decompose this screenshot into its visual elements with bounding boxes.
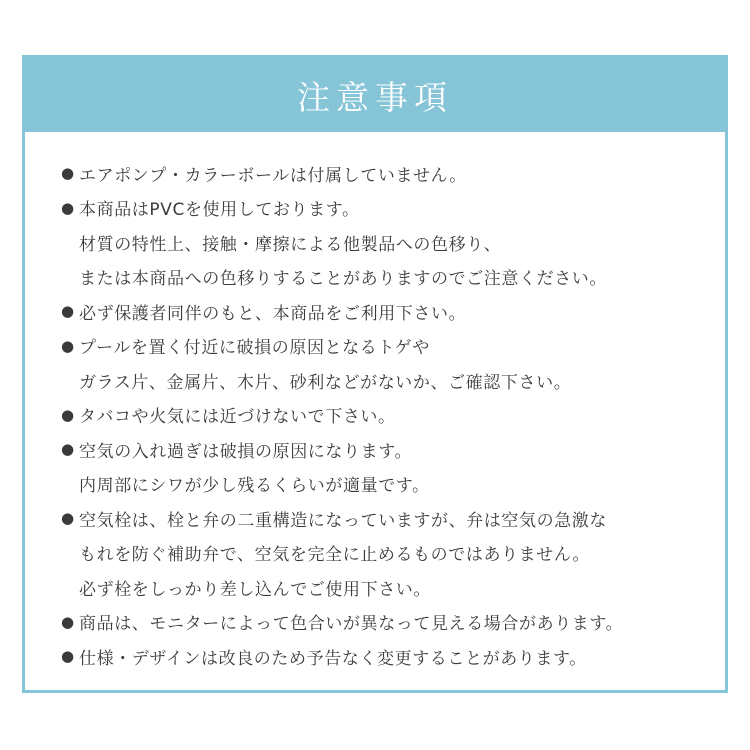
bullet-icon: ● — [61, 164, 75, 183]
notice-line-first — [61, 329, 711, 364]
notice-header — [25, 58, 725, 132]
notice-text: 必ず保護者同伴のもと、本商品をご利用下さい。 — [79, 303, 467, 324]
notice-title: 注意事項 — [297, 77, 453, 117]
notice-text: エアポンプ・カラーボールは付属していません。 — [79, 165, 467, 186]
notice-text: 商品は、モニターによって色合いが異なって見える場合があります。 — [79, 614, 624, 635]
notice-text: ガラス片、金属片、木片、砂利などがないか、ご確認下さい。 — [79, 372, 572, 393]
list-item — [61, 191, 711, 295]
list-item — [61, 639, 711, 674]
bullet-icon: ● — [61, 647, 75, 666]
list-item — [61, 398, 711, 433]
notice-line-continued — [61, 570, 711, 605]
notice-text: 材質の特性上、接触・摩擦による他製品への色移り、 — [79, 234, 502, 255]
bullet-icon: ● — [61, 302, 75, 321]
notice-text: 本商品はPVCを使用しております。 — [79, 200, 360, 221]
bullet-icon: ● — [61, 336, 75, 355]
list-item — [61, 501, 711, 605]
list-item — [61, 294, 711, 329]
bullet-icon: ● — [61, 440, 75, 459]
notice-line-continued — [61, 225, 711, 260]
bullet-icon: ● — [61, 405, 75, 424]
notice-text: 必ず栓をしっかり差し込んでご使用下さい。 — [79, 579, 431, 600]
notice-list — [61, 156, 711, 674]
notice-text: 仕様・デザインは改良のため予告なく変更することがあります。 — [79, 648, 587, 669]
notice-text: もれを防ぐ補助弁で、空気を完全に止めるものではありません。 — [79, 545, 591, 566]
bullet-icon: ● — [61, 612, 75, 631]
list-item — [61, 156, 711, 191]
notice-line-continued — [61, 363, 711, 398]
notice-box — [22, 55, 728, 693]
notice-line-first — [61, 156, 711, 191]
notice-text: プールを置く付近に破損の原因となるトゲや — [79, 338, 430, 359]
notice-line-continued — [61, 536, 711, 571]
notice-text: 内周部にシワが少し残るくらいが適量です。 — [79, 476, 430, 497]
notice-text: タバコや火気には近づけないで下さい。 — [79, 407, 396, 428]
notice-text: 空気栓は、栓と弁の二重構造になっていますが、弁は空気の急激な — [79, 510, 607, 531]
notice-line-first — [61, 294, 711, 329]
notice-line-first — [61, 398, 711, 433]
notice-text: または本商品への色移りすることがありますのでご注意ください。 — [79, 269, 607, 290]
bullet-icon: ● — [61, 509, 75, 528]
notice-line-first — [61, 501, 711, 536]
notice-line-continued — [61, 260, 711, 295]
notice-line-first — [61, 191, 711, 226]
notice-line-first — [61, 605, 711, 640]
list-item — [61, 605, 711, 640]
notice-line-first — [61, 432, 711, 467]
list-item — [61, 329, 711, 398]
notice-line-first — [61, 639, 711, 674]
bullet-icon: ● — [61, 198, 75, 217]
notice-line-continued — [61, 467, 711, 502]
list-item — [61, 432, 711, 501]
notice-text: 空気の入れ過ぎは破損の原因になります。 — [79, 441, 413, 462]
